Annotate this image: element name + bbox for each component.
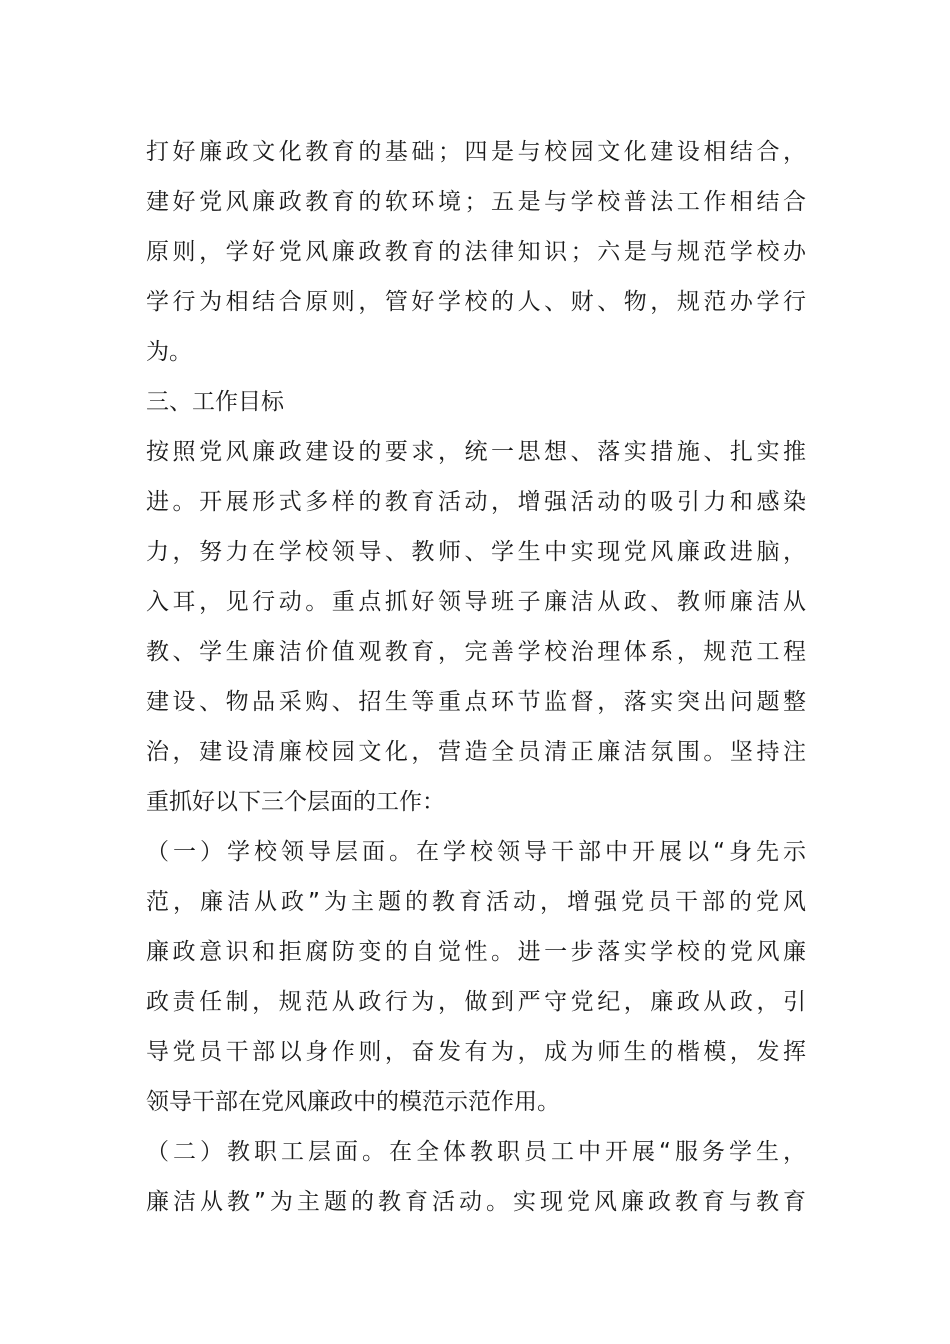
text-line: 打好廉政文化教育的基础；四是与校园文化建设相结合， <box>146 139 806 165</box>
text-line: 按照党风廉政建设的要求，统一思想、落实措施、扎实推 <box>146 439 806 465</box>
text-line: （一）学校领导层面。在学校领导干部中开展以“身先示 <box>146 839 806 865</box>
text-line: 建好党风廉政教育的软环境；五是与学校普法工作相结合 <box>146 189 806 215</box>
text-line: （二）教职工层面。在全体教职员工中开展“服务学生， <box>146 1139 806 1165</box>
text-line: 重抓好以下三个层面的工作： <box>146 789 445 815</box>
text-line: 原则，学好党风廉政教育的法律知识；六是与规范学校办 <box>146 239 806 265</box>
section-heading: 三、工作目标 <box>146 389 284 415</box>
text-line: 廉洁从教”为主题的教育活动。实现党风廉政教育与教育 <box>146 1189 806 1215</box>
text-line: 建设、物品采购、招生等重点环节监督，落实突出问题整 <box>146 689 806 715</box>
text-line: 治，建设清廉校园文化，营造全员清正廉洁氛围。坚持注 <box>146 739 806 765</box>
text-line: 政责任制，规范从政行为，做到严守党纪，廉政从政，引 <box>146 989 806 1015</box>
text-line: 学行为相结合原则，管好学校的人、财、物，规范办学行 <box>146 289 806 315</box>
text-line: 入耳，见行动。重点抓好领导班子廉洁从政、教师廉洁从 <box>146 589 806 615</box>
text-line: 范，廉洁从政”为主题的教育活动，增强党员干部的党风 <box>146 889 806 915</box>
text-line: 力，努力在学校领导、教师、学生中实现党风廉政进脑， <box>146 539 806 565</box>
text-line: 导党员干部以身作则，奋发有为，成为师生的楷模，发挥 <box>146 1039 806 1065</box>
text-line: 领导干部在党风廉政中的模范示范作用。 <box>146 1089 560 1115</box>
text-line: 为。 <box>146 339 192 365</box>
text-line: 廉政意识和拒腐防变的自觉性。进一步落实学校的党风廉 <box>146 939 806 965</box>
text-line: 教、学生廉洁价值观教育，完善学校治理体系，规范工程 <box>146 639 806 665</box>
text-line: 进。开展形式多样的教育活动，增强活动的吸引力和感染 <box>146 489 806 515</box>
